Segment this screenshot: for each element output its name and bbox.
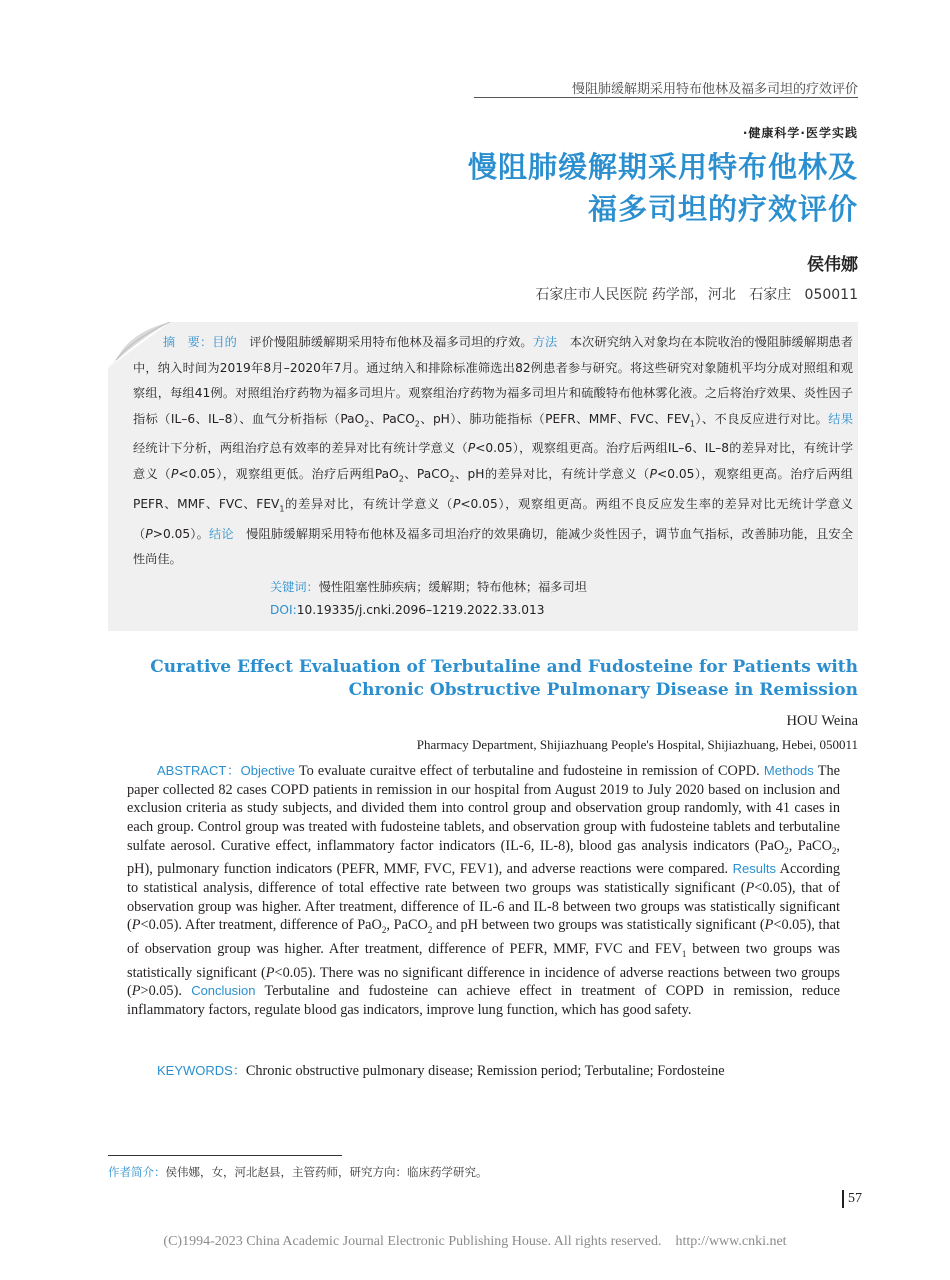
results-cn-text-6: <0.05），观察组更高。治疗后两组PEFR、MMF、FVC、FEV	[133, 466, 853, 511]
sub-2: 2	[831, 845, 837, 856]
p-symbol: P	[649, 466, 658, 481]
results-en-text-9: >0.05).	[140, 983, 182, 1000]
objective-en-text: To evaluate curaitve effect of terbutaline and fudosteine in remission of COPD.	[298, 763, 760, 779]
objective-en-label: Objective	[240, 763, 295, 778]
article-title-cn	[218, 146, 858, 230]
sub-1: 1	[279, 504, 285, 514]
abstract-cn-label: 摘 要：	[163, 335, 213, 349]
page-number-bar	[842, 1190, 844, 1208]
methods-cn-text-1: 本次研究纳入对象均在本院收治的慢阻肺缓解期患者中，纳入时间为2019年8月–2020年7月。通过纳入和排除标准筛选出82例患者参与研究。将这些研究对象随机平均分成对照组和观察组，每组41例。对照组治疗药物为福多司坦片。观察组治疗药物为福多司坦片和硫酸特布他林雾化液。之后将治疗效果、炎性因子指标（IL–6、IL–8）、血气分析指标（PaO	[133, 335, 854, 426]
keywords-cn-label: 关键词：	[270, 580, 319, 594]
results-cn-text-9: >0.05）。	[152, 526, 209, 541]
results-en-text-3: <0.05). After treatment, difference of PaO	[140, 917, 382, 934]
article-title-en	[98, 656, 858, 702]
abstract-cn	[133, 330, 853, 573]
copyright-footer: (C)1994-2023 China Academic Journal Electronic Publishing House. All rights reserved. http://www.cnki.net	[163, 1234, 787, 1249]
methods-cn-label: 方法	[532, 335, 558, 349]
results-cn-text-4: 、PaCO	[403, 466, 450, 481]
sub-1: 1	[689, 418, 695, 428]
p-symbol: P	[764, 917, 774, 934]
author-footnote	[108, 1164, 488, 1180]
objective-cn-text: 评价慢阻肺缓解期采用特布他林及福多司坦的疗效。	[249, 335, 533, 349]
keywords-en-label: KEYWORDS：	[157, 1063, 246, 1078]
keywords-en	[157, 1060, 725, 1080]
abstract-en	[127, 762, 840, 1020]
conclusion-en-text: Terbutaline and fudosteine can achieve effect in treatment of COPD in remission, reduce inflammatory factors, regulate blood gas indicators, improve lung function, which has good safety.	[127, 983, 840, 1019]
keywords-cn-text: 慢性阻塞性肺疾病；缓解期；特布他林；福多司坦	[318, 580, 587, 594]
conclusion-cn-label: 结论	[208, 526, 234, 541]
footnote-label: 作者简介：	[108, 1165, 166, 1179]
sub-2: 2	[427, 925, 433, 936]
p-symbol: P	[131, 983, 141, 1000]
article-title-en-line2: Chronic Obstructive Pulmonary Disease in Remission	[348, 680, 858, 700]
results-en-text-5: and pH between two groups was statistically significant (	[432, 917, 765, 934]
sub-2: 2	[449, 474, 455, 484]
p-symbol: P	[452, 496, 461, 511]
results-en-text-8: <0.05). There was no significant difference in incidence of adverse reactions between two groups (	[127, 964, 840, 1000]
doi-label: DOI:	[270, 603, 297, 617]
affiliation-cn: 石家庄市人民医院 药学部，河北 石家庄 050011	[535, 287, 858, 303]
footnote-rule	[108, 1155, 342, 1156]
results-cn-text-1: 经统计下分析，两组治疗总有效率的差异对比有统计学意义（	[133, 441, 468, 456]
methods-cn-text-2: 、PaCO	[369, 411, 415, 426]
p-symbol: P	[145, 526, 153, 541]
header-rule	[474, 97, 858, 98]
affiliation-en: Pharmacy Department, Shijiazhuang People's Hospital, Shijiazhuang, Hebei, 050011	[416, 737, 858, 752]
methods-en-label: Methods	[763, 763, 814, 778]
results-en-label: Results	[732, 861, 776, 877]
conclusion-cn-text: 慢阻肺缓解期采用特布他林及福多司坦治疗的效果确切，能减少炎性因子，调节血气指标，改善肺功能，且安全性尚佳。	[133, 526, 854, 567]
doi-line	[270, 603, 544, 617]
running-header: 慢阻肺缓解期采用特布他林及福多司坦的疗效评价	[571, 82, 858, 97]
article-title-en-line1: Curative Effect Evaluation of Terbutaline and Fudosteine for Patients with	[150, 657, 858, 677]
column-label: ·健康科学·医学实践	[742, 126, 858, 140]
methods-cn-text-3: 、pH）、肺功能指标（PEFR、MMF、FVC、FEV	[419, 411, 690, 426]
sub-2: 2	[784, 845, 789, 856]
methods-en-text-1: The paper collected 82 cases COPD patients in remission in our hospital from August 2019 to July 2020 based on inclusion and exclusion criteria as study subjects, and divided them into control group and observation group randomly, with 41 cases in each group. Control group was treated with fudosteine tablets, and observation group with fudosteine tablets and terbutaline sulfate aerosol. Curative effect, inflammatory factor indicators (IL-6, IL-8), blood gas analysis indicators (PaO	[127, 763, 840, 854]
results-cn-text-2: <0.05），观察组更高。治疗后两组IL–6、IL–8的差异对比，有统计学意义（	[133, 441, 854, 481]
sub-2: 2	[414, 418, 420, 428]
page-number: 57	[848, 1191, 862, 1206]
methods-en-text-2: , PaCO	[788, 837, 832, 854]
results-en-text-4: , PaCO	[386, 917, 428, 934]
methods-cn-text-4: ）、不良反应进行对比。	[694, 411, 829, 426]
article-title-cn-line1: 慢阻肺缓解期采用特布他林及	[467, 150, 858, 184]
results-cn-text-3: <0.05），观察组更低。治疗后两组PaO	[178, 466, 399, 481]
results-cn-label: 结果	[828, 411, 854, 426]
abstract-en-label: ABSTRACT：	[157, 763, 241, 778]
sub-1: 1	[681, 948, 687, 959]
results-en-text-6: <0.05), that of observation group was higher. After treatment, difference of PEFR, MMF, FVC and FEV	[127, 917, 840, 958]
keywords-en-text: Chronic obstructive pulmonary disease; Remission period; Terbutaline; Fordosteine	[245, 1063, 725, 1079]
objective-cn-label: 目的	[212, 335, 237, 349]
results-en-text-2: <0.05), that of observation group was higher. After treatment, difference of IL-6 and IL-8 between two groups was statistically significant (	[127, 880, 840, 934]
sub-2: 2	[398, 474, 404, 484]
conclusion-en-label: Conclusion	[191, 983, 256, 999]
p-symbol: P	[265, 964, 275, 981]
methods-en-text-3: , pH), pulmonary function indicators (PEFR, MMF, FVC, FEV1), and adverse reactions were compared.	[127, 837, 840, 878]
results-cn-text-7: 的差异对比，有统计学意义（	[284, 496, 453, 511]
sub-2: 2	[364, 418, 370, 428]
doi-text[interactable]: 10.19335/j.cnki.2096–1219.2022.33.013	[296, 603, 545, 617]
p-symbol: P	[467, 441, 476, 456]
results-en-text-1: According to statistical analysis, difference of total effective rate between two groups was statistically significant (	[127, 861, 840, 897]
author-en: HOU Weina	[786, 713, 858, 729]
results-en-text-7: between two groups was statistically significant (	[127, 941, 840, 981]
sub-2: 2	[381, 925, 387, 936]
article-title-cn-line2: 福多司坦的疗效评价	[587, 192, 858, 226]
footnote-text: 侯伟娜，女，河北赵县，主管药师，研究方向：临床药学研究。	[165, 1165, 488, 1179]
keywords-cn	[270, 578, 587, 595]
results-cn-text-5: 、pH的差异对比，有统计学意义（	[454, 466, 650, 481]
p-symbol: P	[131, 917, 141, 934]
p-symbol: P	[171, 466, 179, 481]
author-cn: 侯伟娜	[807, 255, 858, 275]
results-cn-text-8: <0.05），观察组更高。两组不良反应发生率的差异对比无统计学意义（	[133, 496, 854, 541]
p-symbol: P	[745, 880, 755, 897]
